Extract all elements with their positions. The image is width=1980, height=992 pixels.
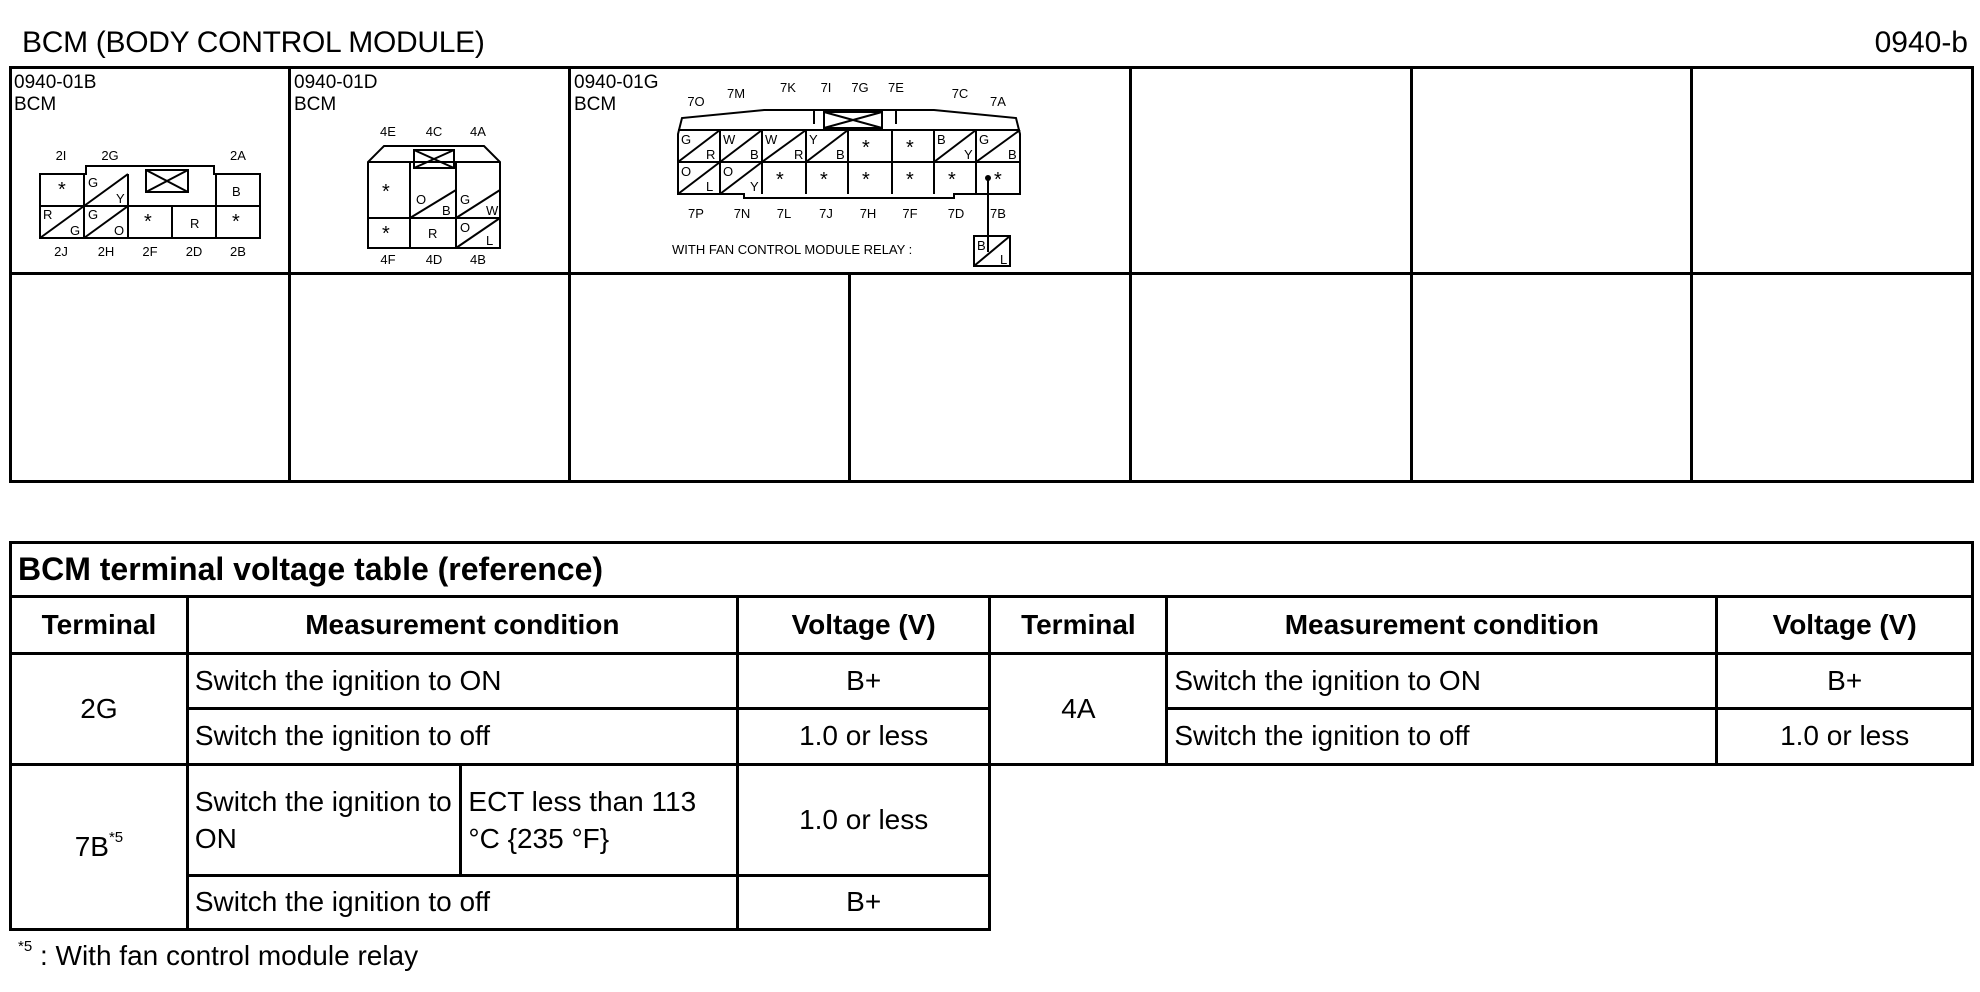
pin-cell: B <box>442 203 451 218</box>
pin-label: 7P <box>688 206 704 221</box>
grid-divider <box>288 66 291 483</box>
pin-cell: * <box>382 223 390 245</box>
grid-divider <box>1129 66 1132 483</box>
terminal-cell: 4A <box>990 653 1167 764</box>
pin-label: 7F <box>902 206 918 221</box>
pin-cell: G <box>70 223 81 238</box>
pin-cell: * <box>58 179 66 201</box>
connector-0940-01b-diagram <box>28 140 268 265</box>
grid-divider <box>848 272 851 483</box>
connector-code: 0940-01D <box>294 72 378 93</box>
connector-0940-01g-diagram <box>664 72 1040 272</box>
table-row <box>11 653 1973 708</box>
pin-cell: R <box>43 207 53 222</box>
pin-label: 7J <box>819 206 833 221</box>
voltage-cell: 1.0 or less <box>737 764 990 875</box>
condition-cell: Switch the ignition to off <box>187 875 737 929</box>
pin-cell: B <box>1008 147 1017 162</box>
pin-label: 2B <box>230 244 246 259</box>
pin-label: 2F <box>142 244 158 259</box>
voltage-cell: 1.0 or less <box>737 709 990 764</box>
pin-label: 7D <box>947 206 965 221</box>
condition-cell: Switch the ignition to ON <box>187 653 737 708</box>
pin-cell: G <box>460 192 471 207</box>
pin-cell: O <box>723 164 734 179</box>
pin-label: 2I <box>55 148 67 163</box>
pin-cell: O <box>114 223 125 238</box>
grid-divider <box>568 66 571 483</box>
page-title: BCM (BODY CONTROL MODULE) <box>22 26 485 59</box>
pin-cell: R <box>706 147 716 162</box>
footnote-mark: *5 <box>18 938 33 955</box>
pin-label: 7O <box>687 94 705 109</box>
footnote-mark: *5 <box>108 828 124 846</box>
pin-label: 7N <box>733 206 751 221</box>
pin-cell: B <box>977 238 986 253</box>
pin-cell: Y <box>116 191 125 206</box>
footnote <box>18 940 418 972</box>
pin-cell: R <box>190 216 200 231</box>
pin-cell: * <box>776 169 784 191</box>
pin-cell: * <box>232 211 240 233</box>
connector-0940-01b-label <box>14 72 96 116</box>
pin-cell: B <box>836 147 845 162</box>
pin-cell: Y <box>750 179 759 194</box>
pin-label: 4B <box>470 252 486 267</box>
connector-name: BCM <box>574 94 617 115</box>
voltage-cell: B+ <box>737 875 990 929</box>
pin-cell: Y <box>809 132 818 147</box>
pin-cell: W <box>765 132 778 147</box>
pin-label: 2A <box>230 148 246 163</box>
fan-relay-note: WITH FAN CONTROL MODULE RELAY : <box>672 242 913 257</box>
pin-cell: R <box>428 226 438 241</box>
pin-cell: * <box>994 169 1002 191</box>
table-title: BCM terminal voltage table (reference) <box>11 543 1973 597</box>
pin-cell: B <box>232 184 241 199</box>
pin-label: 4F <box>380 252 396 267</box>
document-number: 0940-b <box>1874 26 1968 59</box>
header-voltage: Voltage (V) <box>1717 597 1973 653</box>
connector-0940-01d-diagram <box>360 118 520 268</box>
connector-code: 0940-01G <box>574 72 659 93</box>
pin-label: 7A <box>990 94 1006 109</box>
pin-label: 4A <box>470 124 486 139</box>
pin-cell: G <box>979 132 990 147</box>
header-terminal: Terminal <box>11 597 188 653</box>
pin-cell: * <box>906 137 914 159</box>
terminal-value: 7B <box>74 830 109 862</box>
grid-divider <box>9 272 1974 275</box>
junction-dot <box>985 175 991 181</box>
connector-code: 0940-01B <box>14 72 97 93</box>
pin-cell: W <box>486 203 499 218</box>
pin-cell: G <box>88 175 99 190</box>
header-terminal: Terminal <box>990 597 1167 653</box>
voltage-cell: B+ <box>737 653 990 708</box>
condition-cell: Switch the ignition to ON <box>187 764 461 875</box>
pin-cell: L <box>1000 252 1008 267</box>
voltage-cell: B+ <box>1717 653 1973 708</box>
pin-label: 2G <box>101 148 119 163</box>
pin-label: 2D <box>185 244 203 259</box>
footnote-text: : With fan control module relay <box>32 940 419 971</box>
pin-cell: G <box>88 207 99 222</box>
connector-name: BCM <box>294 94 337 115</box>
pin-cell: W <box>723 132 736 147</box>
condition-cell: Switch the ignition to off <box>187 709 737 764</box>
pin-label: 7K <box>780 80 796 95</box>
grid-divider <box>1690 66 1693 483</box>
pin-label: 2H <box>97 244 115 259</box>
pin-label: 4D <box>425 252 443 267</box>
empty-region <box>990 764 1973 929</box>
pin-cell: * <box>862 169 870 191</box>
pin-cell: L <box>486 233 494 248</box>
pin-cell: * <box>382 181 390 203</box>
pin-cell: * <box>948 169 956 191</box>
pin-cell: G <box>681 132 692 147</box>
pin-cell: L <box>706 179 714 194</box>
voltage-cell: 1.0 or less <box>1717 709 1973 764</box>
condition-cell: ECT less than 113 °C {235 °F} <box>461 764 737 875</box>
pin-cell: * <box>144 211 152 233</box>
pin-label: 7L <box>776 206 792 221</box>
pin-cell: B <box>937 132 946 147</box>
header-condition: Measurement condition <box>187 597 737 653</box>
pin-label: 7C <box>951 86 969 101</box>
pin-label: 2J <box>54 244 68 259</box>
pin-cell: R <box>794 147 804 162</box>
pin-cell: * <box>820 169 828 191</box>
header-voltage: Voltage (V) <box>737 597 990 653</box>
connector-0940-01g-label <box>574 72 659 116</box>
pin-label: 7H <box>859 206 877 221</box>
terminal-cell <box>11 764 188 929</box>
pin-cell: O <box>681 164 692 179</box>
pin-label: 4C <box>425 124 443 139</box>
grid-divider <box>1410 66 1413 483</box>
header-condition: Measurement condition <box>1167 597 1717 653</box>
condition-cell: Switch the ignition to ON <box>1167 653 1717 708</box>
terminal-cell: 2G <box>11 653 188 764</box>
connector-name: BCM <box>14 94 57 115</box>
pin-label: 4E <box>380 124 396 139</box>
pin-cell: * <box>862 137 870 159</box>
pin-cell: O <box>460 220 471 235</box>
connector-0940-01d-label <box>294 72 377 116</box>
pin-label: 7E <box>888 80 904 95</box>
pin-label: 7B <box>990 206 1006 221</box>
pin-cell: B <box>750 147 759 162</box>
condition-cell: Switch the ignition to off <box>1167 709 1717 764</box>
pin-label: 7M <box>726 86 746 101</box>
pin-label: 7G <box>851 80 869 95</box>
table-row <box>11 764 1973 875</box>
pin-label: 7I <box>820 80 832 95</box>
terminal-voltage-table <box>9 541 1974 931</box>
pin-cell: * <box>906 169 914 191</box>
pin-cell: O <box>416 192 427 207</box>
pin-cell: Y <box>964 147 973 162</box>
